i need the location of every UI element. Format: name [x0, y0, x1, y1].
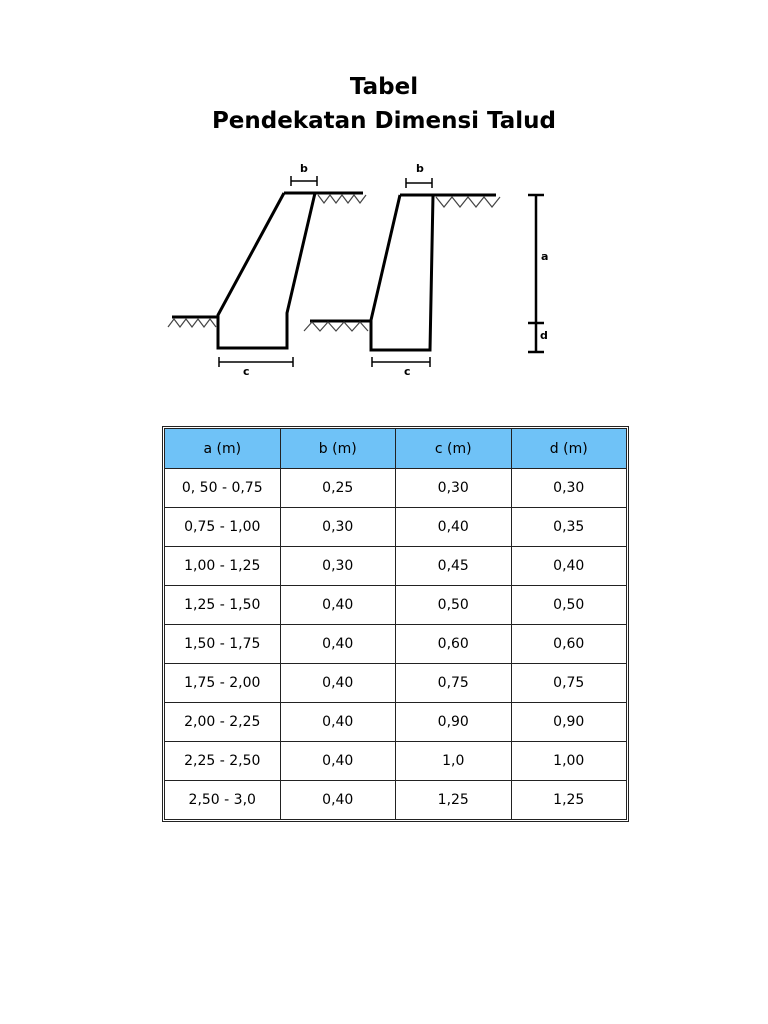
ground-hatch-left-base — [168, 319, 216, 327]
label-c-left: c — [243, 365, 250, 378]
retaining-wall-diagram — [160, 155, 570, 385]
title-line-2: Pendekatan Dimensi Talud — [211, 108, 557, 134]
cell-c: 0,45 — [396, 547, 512, 586]
table-row — [165, 508, 626, 547]
cell-a: 0, 50 - 0,75 — [165, 469, 281, 508]
cell-c: 1,0 — [396, 742, 512, 781]
wall-right — [310, 195, 496, 350]
label-c-right: c — [404, 365, 411, 378]
cell-d: 0,75 — [512, 664, 627, 703]
wall-left-outline — [218, 193, 315, 348]
cell-a: 2,50 - 3,0 — [165, 781, 281, 819]
page-title — [0, 70, 768, 138]
cell-d: 0,30 — [512, 469, 627, 508]
cell-c: 0,60 — [396, 625, 512, 664]
label-b-right: b — [416, 162, 424, 175]
ground-hatch-right-base — [304, 322, 368, 331]
table-header-row — [165, 429, 626, 469]
cell-c: 0,30 — [396, 469, 512, 508]
cell-a: 2,00 - 2,25 — [165, 703, 281, 742]
cell-d: 0,40 — [512, 547, 627, 586]
cell-b: 0,40 — [281, 586, 397, 625]
cell-b: 0,40 — [281, 781, 397, 819]
cell-c: 0,90 — [396, 703, 512, 742]
cell-a: 1,50 - 1,75 — [165, 625, 281, 664]
table-row — [165, 469, 626, 508]
wall-right-outline — [371, 195, 433, 350]
ground-hatch-right-top — [436, 197, 500, 207]
ground-hatch-left-top — [318, 195, 366, 203]
cell-d: 0,90 — [512, 703, 627, 742]
cell-b: 0,30 — [281, 508, 397, 547]
table-row — [165, 703, 626, 742]
column-header-c: c (m) — [396, 429, 512, 469]
cell-b: 0,40 — [281, 742, 397, 781]
cell-a: 1,00 - 1,25 — [165, 547, 281, 586]
cell-d: 0,35 — [512, 508, 627, 547]
cell-d: 0,60 — [512, 625, 627, 664]
table-row — [165, 664, 626, 703]
dimension-table — [162, 426, 629, 822]
column-header-d: d (m) — [512, 429, 627, 469]
table-row — [165, 781, 626, 819]
cell-a: 1,75 - 2,00 — [165, 664, 281, 703]
label-a: a — [541, 250, 549, 263]
cell-a: 2,25 - 2,50 — [165, 742, 281, 781]
table-row — [165, 547, 626, 586]
dim-b-right — [406, 178, 432, 188]
cell-b: 0,30 — [281, 547, 397, 586]
cell-c: 0,50 — [396, 586, 512, 625]
cell-b: 0,25 — [281, 469, 397, 508]
column-header-a: a (m) — [165, 429, 281, 469]
column-header-b: b (m) — [281, 429, 397, 469]
label-b-left: b — [300, 162, 308, 175]
cell-b: 0,40 — [281, 625, 397, 664]
title-line-1: Tabel — [349, 74, 419, 100]
cell-a: 0,75 - 1,00 — [165, 508, 281, 547]
cell-d: 1,25 — [553, 792, 585, 808]
cell-a: 1,25 - 1,50 — [165, 586, 281, 625]
dim-c-left — [219, 357, 293, 367]
cell-c: 1,25 — [396, 781, 512, 819]
cell-c: 0,75 — [396, 664, 512, 703]
cell-b: 0,40 — [281, 664, 397, 703]
cell-b: 0,40 — [281, 703, 397, 742]
table-row — [165, 586, 626, 625]
table-row — [165, 625, 626, 664]
table-row — [165, 742, 626, 781]
cell-c: 0,40 — [396, 508, 512, 547]
cell-d: 1,00 — [512, 742, 627, 781]
wall-left — [172, 193, 363, 348]
cell-d: 0,50 — [512, 586, 627, 625]
label-d: d — [540, 329, 548, 342]
dim-c-right — [372, 357, 430, 367]
dim-b-left — [291, 176, 317, 186]
diagram-svg — [160, 155, 570, 385]
